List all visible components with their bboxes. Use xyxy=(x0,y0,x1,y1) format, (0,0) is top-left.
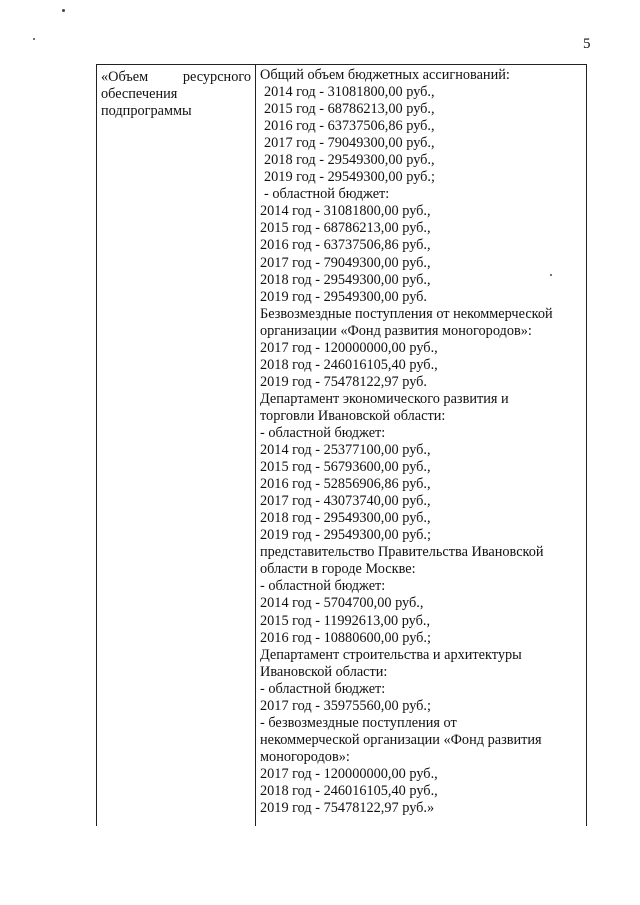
text-line: 2018 год - 29549300,00 руб., xyxy=(260,271,431,288)
text-line: 2017 год - 35975560,00 руб.; xyxy=(260,697,431,714)
text-line: Общий объем бюджетных ассигнований: xyxy=(260,67,510,83)
text-line: 2016 год - 63737506,86 руб., xyxy=(260,237,431,254)
text-line: 2018 год - 29549300,00 руб., xyxy=(264,152,435,169)
text-line: 2017 год - 43073740,00 руб., xyxy=(260,493,431,510)
text-line: 2018 год - 246016105,40 руб., xyxy=(260,356,438,373)
text-line: организации «Фонд развития моногородов»: xyxy=(260,322,532,339)
scan-speck xyxy=(62,9,65,12)
text-line: 2017 год - 79049300,00 руб., xyxy=(260,254,431,271)
text-line: 2017 год - 79049300,00 руб., xyxy=(264,135,435,152)
text-line: 2018 год - 29549300,00 руб., xyxy=(260,510,431,527)
text-line: 2019 год - 29549300,00 руб.; xyxy=(260,527,431,544)
text-line: 2019 год - 75478122,97 руб. xyxy=(260,373,427,390)
text-line: 2017 год - 120000000,00 руб., xyxy=(260,339,438,356)
label-word: «Объем xyxy=(101,69,149,85)
label-line xyxy=(101,69,251,86)
text-line: 2019 год - 75478122,97 руб.» xyxy=(260,800,435,817)
scan-speck xyxy=(33,38,35,40)
text-line: Безвозмездные поступления от некоммерческой xyxy=(260,305,553,322)
text-line: 2016 год - 52856906,86 руб., xyxy=(260,476,431,493)
text-line: Ивановской области: xyxy=(260,663,388,680)
text-line: представительство Правительства Ивановской xyxy=(260,544,544,561)
text-line: некоммерческой организации «Фонд развития xyxy=(260,731,542,748)
label-line: обеспечения xyxy=(101,86,178,102)
text-line: 2016 год - 10880600,00 руб.; xyxy=(260,629,431,646)
text-line: 2019 год - 29549300,00 руб.; xyxy=(264,169,435,186)
text-line: 2015 год - 56793600,00 руб., xyxy=(260,459,431,476)
text-line: области в городе Москве: xyxy=(260,561,416,578)
label-line: подпрограммы xyxy=(101,103,192,119)
text-line: - безвозмездные поступления от xyxy=(260,714,457,731)
text-line: Департамент экономического развития и xyxy=(260,390,509,407)
text-line: 2016 год - 63737506,86 руб., xyxy=(264,118,435,135)
label-word: ресурсного xyxy=(182,69,251,85)
text-line: - областной бюджет: xyxy=(260,680,386,697)
text-line: - областной бюджет: xyxy=(260,578,386,595)
resource-table xyxy=(96,64,587,826)
page-number: 5 xyxy=(583,36,591,52)
text-line: - областной бюджет: xyxy=(260,424,386,441)
text-line: 2019 год - 29549300,00 руб. xyxy=(260,288,427,305)
text-line: 2017 год - 120000000,00 руб., xyxy=(260,765,438,782)
text-line: 2015 год - 68786213,00 руб., xyxy=(260,220,431,237)
text-line: 2014 год - 25377100,00 руб., xyxy=(260,442,431,459)
text-line: 2014 год - 31081800,00 руб., xyxy=(260,203,431,220)
text-line: 2018 год - 246016105,40 руб., xyxy=(260,782,438,799)
table-value-cell xyxy=(257,65,586,817)
text-line: 2015 год - 11992613,00 руб., xyxy=(260,612,431,629)
text-line: 2015 год - 68786213,00 руб., xyxy=(264,101,435,118)
text-line: Департамент строительства и архитектуры xyxy=(260,646,522,663)
text-line: 2014 год - 31081800,00 руб., xyxy=(264,84,435,101)
text-line: - областной бюджет: xyxy=(264,186,390,203)
table-label-cell xyxy=(97,65,256,826)
text-line: 2014 год - 5704700,00 руб., xyxy=(260,595,424,612)
text-line: торговли Ивановской области: xyxy=(260,407,446,424)
text-line: моногородов»: xyxy=(260,748,350,765)
